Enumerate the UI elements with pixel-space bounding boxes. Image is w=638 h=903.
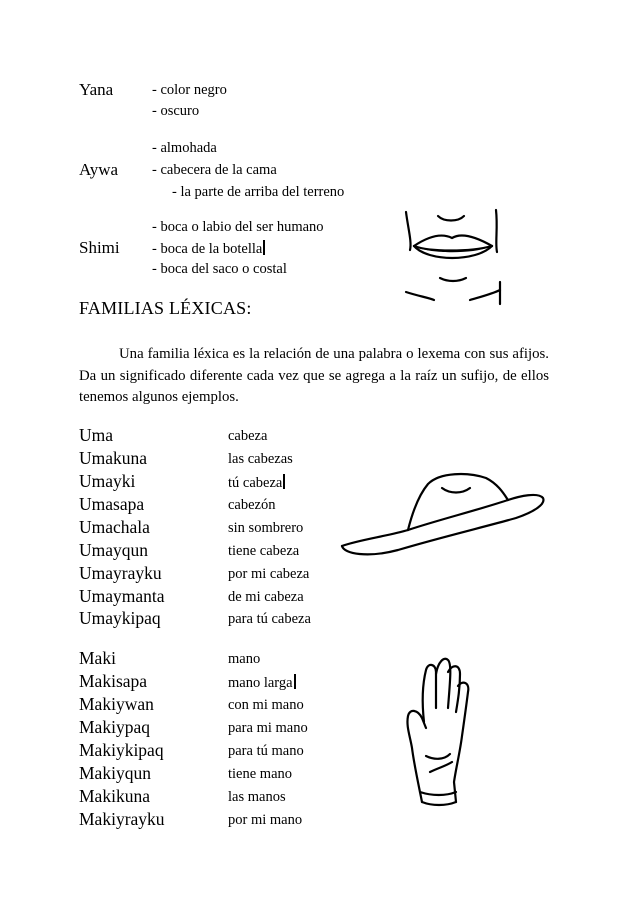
lexeme-gloss: por mi cabeza: [228, 566, 310, 582]
entry-word-shimi: Shimi: [79, 238, 120, 257]
lexeme-gloss: para tú cabeza: [228, 611, 311, 627]
lexeme-gloss: tiene cabeza: [228, 543, 300, 559]
entry-def: - color negro: [152, 82, 227, 98]
entry-def: - oscuro: [152, 103, 200, 119]
entry-word-yana: Yana: [79, 80, 114, 99]
entry-def: - boca o labio del ser humano: [152, 219, 324, 235]
lexeme-gloss: tiene mano: [228, 766, 293, 782]
lexeme-gloss: para tú mano: [228, 743, 304, 759]
text-cursor: [263, 240, 265, 255]
text-cursor: [283, 474, 285, 489]
entry-def: - boca del saco o costal: [152, 261, 287, 277]
lexeme-word: Makiykipaq: [79, 740, 164, 760]
lexeme-gloss: cabezón: [228, 497, 276, 513]
entry-def: - la parte de arriba del terreno: [172, 184, 345, 200]
mouth-drawing: [400, 208, 504, 304]
lexeme-gloss: sin sombrero: [228, 520, 304, 536]
lexeme-word: Makiyqun: [79, 763, 151, 783]
lexeme-gloss: por mi mano: [228, 812, 303, 828]
lexeme-gloss: para mi mano: [228, 720, 308, 736]
lexeme-word: Makiyrayku: [79, 809, 165, 829]
lexeme-gloss: mano: [228, 651, 261, 667]
lexeme-word: Makiypaq: [79, 717, 150, 737]
lexeme-word: Maki: [79, 648, 116, 668]
lexeme-gloss: mano larga: [228, 674, 296, 692]
lexeme-gloss: de mi cabeza: [228, 589, 304, 605]
lexeme-word: Uma: [79, 425, 114, 445]
hand-drawing: [404, 652, 476, 808]
lexeme-gloss: con mi mano: [228, 697, 304, 713]
section-title: FAMILIAS LÉXICAS:: [79, 298, 252, 318]
lexeme-word: Umakuna: [79, 448, 148, 468]
entry-word-aywa: Aywa: [79, 160, 119, 179]
text-cursor: [294, 674, 296, 689]
lexeme-word: Umaymanta: [79, 586, 165, 606]
lexeme-word: Umayrayku: [79, 563, 162, 583]
lexeme-word: Makiywan: [79, 694, 154, 714]
entry-def: - almohada: [152, 140, 217, 156]
entry-def: - cabecera de la cama: [152, 162, 277, 178]
paragraph-text: Una familia léxica es la relación de una palabra o lexema con sus afijos. Da un significado diferente cada vez que se agrega a la raíz un sufijo, de ellos tenemos algunos ejemplos.: [79, 346, 549, 405]
lexeme-word: Umayqun: [79, 540, 149, 560]
lexeme-word: Umaykipaq: [79, 608, 161, 628]
lexeme-gloss: las manos: [228, 789, 286, 805]
lexeme-word: Umasapa: [79, 494, 145, 514]
lexeme-word: Makisapa: [79, 671, 148, 691]
intro-paragraph: [79, 344, 549, 409]
lexeme-word: Umayki: [79, 471, 136, 491]
lexeme-word: Umachala: [79, 517, 150, 537]
hat-drawing: [338, 466, 548, 562]
lexeme-gloss: las cabezas: [228, 451, 293, 467]
lexeme-word: Makikuna: [79, 786, 150, 806]
lexeme-gloss: cabeza: [228, 428, 268, 444]
lexeme-gloss: tú cabeza: [228, 474, 285, 492]
entry-def: - boca de la botella: [152, 240, 265, 258]
